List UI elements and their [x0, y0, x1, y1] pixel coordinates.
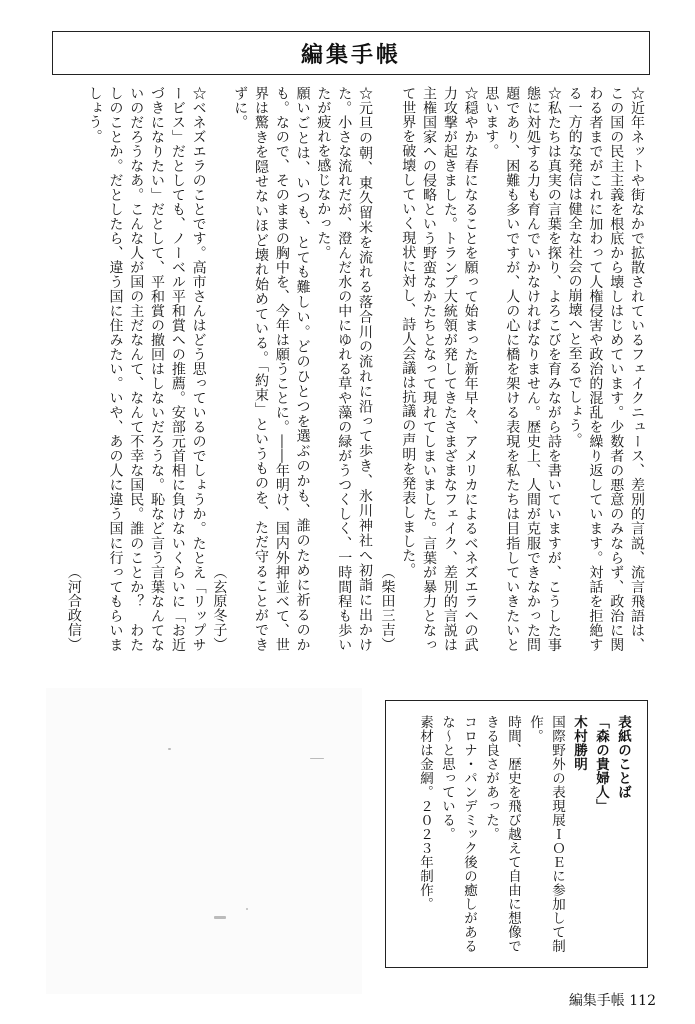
essay-paragraph: ☆穏やかな春になることを願って始まった新年早々、アメリカによるベネズエラへの武力攻撃が起きました。トランプ大統領が発してきたさまざまなフェイク、差別的言説は主権国家への侵略という野蛮なかたちとなって現れてしまいました。言葉が暴力となって世界を破壊していく現状に対し、詩人会議は抗議の声明を発表しました。	[400, 86, 479, 652]
essay-paragraph: ☆私たちは真実の言葉を探り、よろこびを育みながら詩を書いていますが、こうした事態に対処する力も育んでいかなければなりません。歴史上、人間が克服できなかった問題であり、困難も多いですが、人の心に橋を架ける表現を私たちは目指していきたいと思います。	[483, 86, 562, 652]
photo-speck	[246, 908, 248, 910]
cover-author: 木村勝明	[571, 715, 587, 771]
essay-paragraph: 願いごとは、いつも、とても難しい。どのひとつを選ぶのかも、誰のために祈るのかも。なので、そのままの胸中を、今年は願うことに。――年明け、国内外押並べて、世界は驚きを隠せないほど壊れ始めている。「約束」というものを、ただ守ることができずに。	[232, 86, 311, 652]
cover-work-title: 「森の貴婦人」	[593, 715, 609, 813]
photo-speck	[310, 758, 324, 759]
essay-author: （玄原冬子）	[211, 565, 228, 652]
cover-description	[400, 715, 634, 953]
cover-line: 素材は金網。２０２３年制作。	[417, 715, 433, 911]
cover-heading: 表紙のことば	[615, 715, 631, 799]
essay-paragraph: ☆元旦の朝、東久留米を流れる落合川の流れに沿って歩き、氷川神社へ初詣に出かけた。小さな流れだが、澄んだ水の中にゆれる草や藻の緑がうつくしく、一時間程も歩いたが疲れを感じなかった。	[315, 86, 373, 652]
cover-photo	[46, 688, 362, 994]
essay-paragraph: ☆近年ネットや街なかで拡散されているフェイクニュース、差別的言説、流言飛語は、この国の民主主義を根底から壊しはじめています。少数者の悪意のみならず、政治に関わる者までがこれに加わって人権侵害や政治的混乱を繰り返しています。対話を拒絶する一方的な発信は健全な社会の崩壊へと至るでしょう。	[566, 86, 645, 652]
page-footer	[546, 990, 656, 1010]
footer-section: 編集手帳	[568, 993, 625, 1009]
essay-column-right	[376, 86, 647, 652]
essay-author: （河合政信）	[65, 565, 82, 652]
cover-line: 時間、歴史を飛び越えて自由に想像できる良さがあった。	[483, 715, 521, 953]
cover-line: 国際野外の表現展ＩＯＥに参加して制作。	[527, 715, 565, 953]
cover-line: コロナ・パンデミック後の癒しがあるな～と思っている。	[439, 715, 477, 953]
essay-column-left	[58, 86, 375, 652]
page-number: 112	[629, 993, 656, 1009]
photo-speck	[168, 748, 171, 750]
essay-paragraph: ☆ベネズエラのことです。高市さんはどう思っているのでしょうか。たとえ「リップサービス」だとしても、ノーベル平和賞への推薦。安部元首相に負けないくらいに「お近づきになりたい」だとして、平和賞の撤回はしないだろうな。恥など言う言葉なんてないのだろうなあ。こんな人が国の主だなんて、なんて不幸な国民。誰のことか？ わたしのことか。だとしたら、違う国に住みたい。いや、あの人に違う国に行ってもらいましょう。	[86, 86, 207, 652]
title-box	[52, 31, 650, 75]
photo-speck	[214, 916, 226, 919]
cover-description-box	[385, 700, 648, 968]
essay-author: （柴田三吉）	[379, 565, 396, 652]
page-title: 編集手帳	[300, 41, 401, 68]
